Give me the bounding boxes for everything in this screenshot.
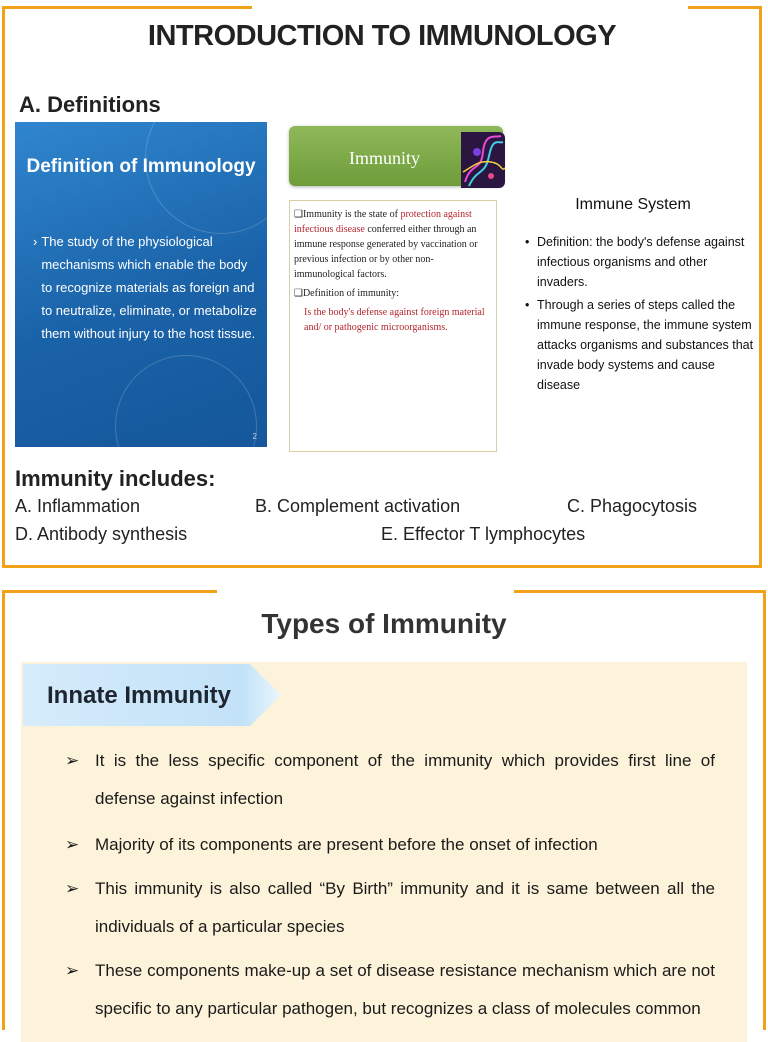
slide-title: Types of Immunity xyxy=(261,608,507,639)
innate-bullet-list xyxy=(65,742,715,1028)
immunity-definition-label: ❑Definition of immunity: xyxy=(294,288,400,299)
includes-item: B. Complement activation xyxy=(255,496,461,516)
panel-page-number: 2 xyxy=(252,432,257,441)
innate-banner-label: Innate Immunity xyxy=(47,682,232,709)
immunity-card-body xyxy=(289,200,497,452)
arrow-bullet-icon: ➢ xyxy=(65,835,80,854)
includes-item: D. Antibody synthesis xyxy=(15,524,188,544)
decorative-circle xyxy=(115,355,257,447)
immunity-paragraph: ❑Immunity is the state of protection against infectious disease conferred either through an immune response generated by vaccination or previous infection or by other non-immunological factors. xyxy=(294,209,478,280)
slide-title: INTRODUCTION TO IMMUNOLOGY xyxy=(147,20,617,52)
includes-item: E. Effector T lymphocytes xyxy=(381,524,586,544)
bullet-text: These components make-up a set of disease resistance mechanism which are not specific to any particular pathogen, but recognizes a class of molecules common xyxy=(95,961,715,1018)
immunity-header xyxy=(289,126,503,186)
bullet-text: Majority of its components are present before the onset of infection xyxy=(95,835,598,854)
bullet-text: It is the less specific component of the immunity which provides first line of defense against infection xyxy=(95,751,715,808)
frame-line xyxy=(2,6,252,9)
definition-panel-title: Definition of Immunology xyxy=(26,156,256,177)
includes-item: A. Inflammation xyxy=(15,496,141,516)
list-item: • Definition: the body's defense against infectious organisms and other invaders. xyxy=(515,232,755,292)
immunity-card xyxy=(287,122,499,452)
slide-introduction xyxy=(2,6,762,568)
frame-line xyxy=(2,590,217,593)
slide-types-of-immunity xyxy=(2,590,766,1030)
frame-line xyxy=(514,590,766,593)
list-item xyxy=(65,826,715,864)
decorative-circle xyxy=(145,122,267,234)
arrow-bullet-icon: ➢ xyxy=(65,879,80,898)
arrow-bullet-icon: ➢ xyxy=(65,961,80,980)
arrow-bullet-icon: ➢ xyxy=(65,751,80,770)
immune-system-list xyxy=(515,232,755,395)
includes-item: C. Phagocytosis xyxy=(567,496,698,516)
immune-system-block xyxy=(515,196,755,398)
includes-heading: Immunity includes: xyxy=(15,466,216,491)
arrow-bullet-icon: › xyxy=(33,234,38,249)
definition-text xyxy=(33,230,257,345)
bullet-text: This immunity is also called “By Birth” immunity and it is same between all the individuals of a particular species xyxy=(95,879,715,936)
list-item xyxy=(65,742,715,818)
list-item xyxy=(65,870,715,946)
definition-panel xyxy=(15,122,267,447)
section-heading: A. Definitions xyxy=(19,92,161,117)
immunity-header-label: Immunity xyxy=(349,148,420,168)
list-item xyxy=(65,952,715,1028)
frame-line xyxy=(688,6,762,9)
molecule-art-icon xyxy=(461,132,505,188)
immune-system-title: Immune System xyxy=(575,196,691,213)
definition-body: The study of the physiological mechanisms which enable the body to recognize materials as foreign and to neutralize, eliminate, or metabolize them without injury to the host tissue. xyxy=(41,234,257,341)
list-item: • Through a series of steps called the immune response, the immune system attacks organisms and substances that invade body systems and cause disease xyxy=(515,295,755,395)
immunity-definition-text: Is the body's defense against foreign material and/ or pathogenic microorganisms. xyxy=(304,307,485,333)
